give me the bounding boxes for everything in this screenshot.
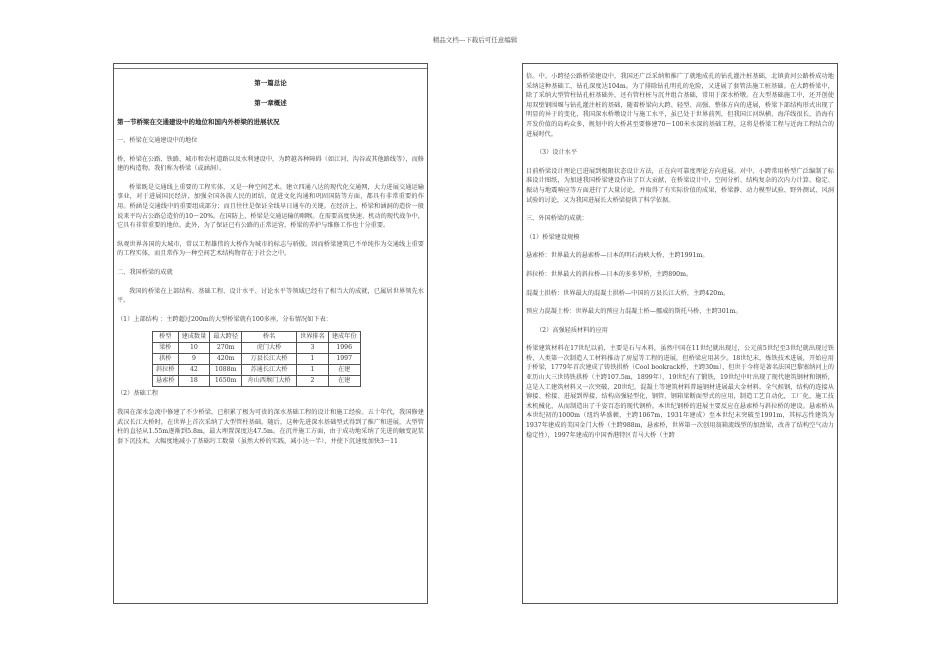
- table-cell: 舟山西堠门大桥: [242, 376, 297, 387]
- subheading-scale: （1）桥梁建设规模: [526, 233, 580, 241]
- table-cell: 苏通长江大桥: [242, 365, 297, 376]
- table-header-cell: 世界排名: [297, 332, 329, 343]
- table-cell: 420m: [210, 354, 242, 365]
- table-row: [153, 365, 361, 376]
- table-cell: 悬索桥: [153, 376, 179, 387]
- table-header-cell: 桥型: [153, 332, 179, 343]
- table-cell: 虎门大桥: [242, 343, 297, 354]
- page-header: 精品文档---下载后可任意编辑: [432, 36, 518, 44]
- table-header-cell: 最大跨径: [210, 332, 242, 343]
- subheading-position: 一、桥梁在交通建设中的地位: [117, 137, 198, 144]
- table-header-cell: 桥名: [242, 332, 297, 343]
- table-cell: 2: [297, 376, 329, 387]
- paragraph-definition: 桥，桥梁在公路、铁路、城市和农村道路以及水利建设中，为跨越各种障碍（如江河、沟谷或其他路线等），而修建的构造物。我们称为桥梁（或涵洞）。: [117, 155, 424, 173]
- table-cell: 在建: [328, 376, 360, 387]
- paragraph-china-intro: 我国的桥梁在上部结构、基础工程、设计水平、讨论水平等领域已经有了相当大的成就，已属居世界领先水平。: [117, 287, 424, 305]
- table-cell: 拱桥: [153, 354, 179, 365]
- table-cell: 万县长江大桥: [242, 354, 297, 365]
- subheading-china: 二、我国桥梁的成就: [117, 268, 173, 276]
- top-rule: [114, 68, 427, 69]
- paragraph-foundation: 我国在深水急流中修建了不少桥梁，已积累了极为可贵的深水基础工程的设计和施工经验。五十年代，我国修建武汉长江大桥时，在世界上首次采纳了大型管柱基础。随后，这种先进深水基础型式得到了推广和进展，大型管柱的直径从1.55m逐渐到5.8m，最大埋置深度达47.5m。在沉井施工方面，由于成功地采纳了先进的触变泥浆套下沉技术，大幅度地减小了基础圬工数量（虽然大桥的实践，减小达一半），并使下沉速度加快3～11: [117, 408, 424, 445]
- table-cell: 1997: [328, 354, 360, 365]
- table-cell: 1: [297, 354, 329, 365]
- table-row: [153, 354, 361, 365]
- paragraph-foundation-cont: 倍。中、小跨径公路桥梁建设中，我国还广泛采纳和推广了就地成孔的钻孔灌注桩基础，北镇黄河公路桥成功地采纳这种基础工，钻孔深度达104m。为了排除钻孔明孔的危险，又进展了套管法施工桩基础。在大跨桥梁中，除了采纳大型管柱钻孔桩基础外，还有管柱桩与沉井组合基础，常用于深水桥墩。在大型基础施工中，还开创使用双壁钢围堰与钻孔灌注桩的基础，随着桥梁向大跨、轻型、高强、整体方向的进展，桥梁下部结构形式出现了明显的异于的变化，我国深水桥墩设计与施工水平，虽已处于世界前列，但我国江河纵横、海洋线很长，沿海有开发价值的岛屿众多，规划中的大桥甚至要修建70～100米水深的基础工程，这将是桥梁工程与近海工程结合的进展时代。: [526, 73, 834, 138]
- table-cell: 在建: [328, 365, 360, 376]
- record-concrete-arch: 混凝土拱桥：世界最大的混凝土拱桥—中国的万县长江大桥，主跨420m。: [526, 289, 730, 297]
- table-cell: 1088m: [210, 365, 242, 376]
- table-row: [153, 343, 361, 354]
- section-title: 第一节桥梁在交通建设中的地位和国内外桥梁的进展状况: [117, 118, 280, 126]
- record-suspension: 悬索桥：世界最大的悬索桥—日本的明石海峡大桥，主跨1991m。: [526, 252, 709, 260]
- left-page: [113, 63, 428, 604]
- record-prestressed: 预应力混凝土桥：世界最大的预应力混凝土桥—挪威的斯托马桥，主跨301m。: [526, 308, 742, 316]
- paragraph-materials: 桥梁建筑材料在17世纪以前，主要是石与木料，虽然中国在11世纪就出现过，公元前5世纪至3世纪就出现过铁桥，人类第一次制造人工材料推动了房屋等工程的进展，但桥梁应用甚少。18世纪末，炼铁技术进展，开始应用于桥梁，1779年首次建成了铸铁拱桥（Cool bookrack桥，主跨30m），但世于今将是著名法国巴黎塞纳河上的亚历山大三世铸铁拱桥（主跨107.5m，1899年），19世纪有了锻铁，19世纪中叶出现了现代建筑钢材和钢桥，这是人工建筑材料又一次突破，20世纪，混凝土等建筑材料普遍钢材进展最大金材料，全气候钢，结构的连接从铆接、栓接、进展到焊接，结构高强轻型化，钢管、钢箱梁断面型式的应用，制造工艺自动化，工厂化，施工技术机械化，从而制造出了千姿百态的现代钢桥。本世纪钢桥的进展主要反应在悬索桥与斜拉桥的建设。悬索桥从本世纪初的1000m（纽约华盛顿，主跨1067m，1931年建成）至本世纪末突破至1991m，其标志性建筑为1937年建成的美国金门大桥（主跨988m，悬索桥，世界第一次创用翁箱流线型的加劲梁，改善了结构空气动力稳定性），1997年建成的中国香港特区青马大桥（主跨: [526, 345, 834, 439]
- table-cell: 18: [178, 376, 210, 387]
- paragraph-landmark: 纵观世界各国的大城市，常以工程雄伟的大桥作为城市的标志与骄傲。因而桥梁建筑已不单纯作为交通线上重要的工程实体，而且常作为一种空间艺术结构物存在于社会之中。: [117, 240, 424, 258]
- bridge-table: [152, 331, 361, 387]
- paragraph-importance: 桥梁既是交通线上重要的工程实体，又是一种空间艺术。建立四通八达的现代化交通网，大力进展交通运输事业，对于进展国民经济，加强全国各族人民的团结，促进文化沟通和巩固国防等方面，都具有非常重要的作用。桥涵是交通线中的重要组成部分；而且往往是保证全线早日通车的关键。在经济上，桥梁和涵洞的造价一般说来平均占公路总造价的10～20%。在国防上，桥梁是交通运输的咽喉。在需要高度快速、机动的现代战争中，它具有非常重要的地位。此外，为了保证已有公路的正常运营，桥梁的养护与维修工作也十分重要。: [117, 183, 424, 230]
- subheading-foreign: 三、外国桥梁的成就：: [526, 215, 588, 223]
- table-header-row: [153, 332, 361, 343]
- table-cell: 1: [297, 365, 329, 376]
- table-row: [153, 376, 361, 387]
- table-cell: 梁桥: [153, 343, 179, 354]
- table-cell: 42: [178, 365, 210, 376]
- subheading-materials: （2）高强轻质材料的应用: [536, 326, 608, 334]
- paragraph-design: 目前桥梁设计理论已进展到极限状态设计方法，正在向可靠度理论方向进展。对中、小跨常用桥型广泛编制了标准设计图纸，为加速我国桥梁建设作出了巨大贡献，在桥梁设计中，空间分析、结构复杂的次内力计算、稳定、振动与地震响应等方面进行了大量讨论，并取得了有实际价值的成果，桥梁静、动力模型试验、野外测试、风洞试验的讨论，又为我国进展长大桥梁提供了科学依据。: [526, 167, 834, 204]
- part-title: 第一篇总论: [254, 79, 287, 87]
- chapter-title: 第一章概述: [254, 99, 287, 107]
- table-header-cell: 建成年份: [328, 332, 360, 343]
- table-cell: 1996: [328, 343, 360, 354]
- table-cell: 1650m: [210, 376, 242, 387]
- record-cable-stayed: 斜拉桥：世界最大的斜拉桥—日本的多多罗桥，主跨890m。: [526, 270, 693, 278]
- table-cell: 斜拉桥: [153, 365, 179, 376]
- right-page: [522, 63, 838, 604]
- paragraph-superstructure: （1）上部结构 ：主跨超过200m的大型桥梁就有100多座，分布情况如下表：: [117, 315, 332, 323]
- subheading-design: （3）设计水平: [536, 149, 578, 157]
- table-cell: 10: [178, 343, 210, 354]
- table-cell: 270m: [210, 343, 242, 354]
- subheading-foundation: （2）基础工程: [117, 390, 159, 398]
- table-cell: 9: [178, 354, 210, 365]
- table-cell: 3: [297, 343, 329, 354]
- table-header-cell: 建成数量: [178, 332, 210, 343]
